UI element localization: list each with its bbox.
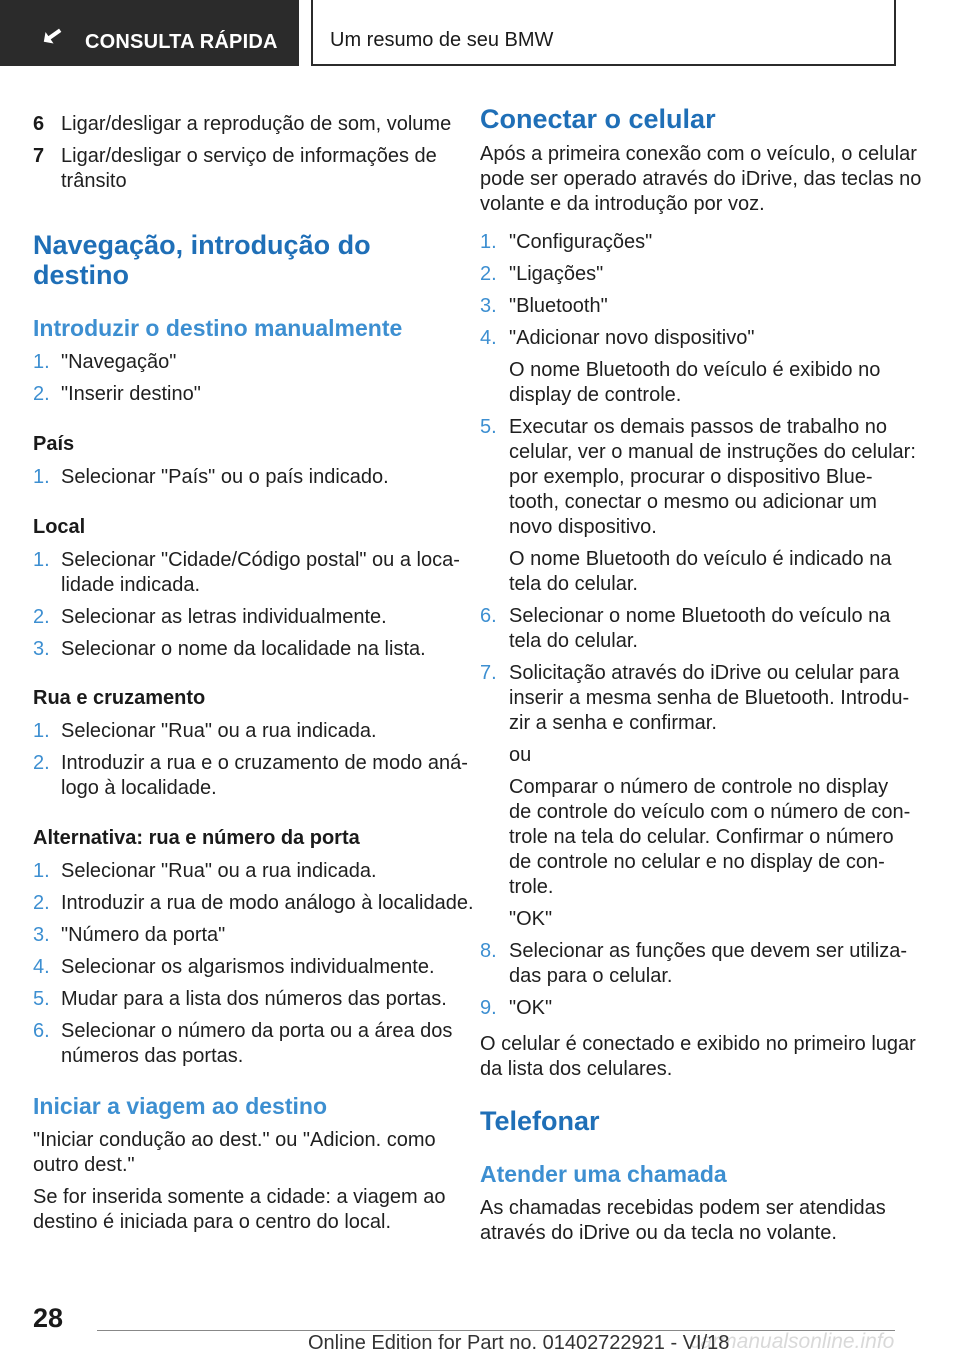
page-number: 28 [33, 1303, 64, 1333]
step-number: 2. [33, 892, 50, 914]
paragraph-text: outro dest." [33, 1154, 135, 1176]
step-text: de controle no celular e no display de con- [509, 851, 885, 873]
step-number: 9. [480, 997, 497, 1019]
section-heading: Conectar o celular [480, 104, 716, 134]
step-text: celular, ver o manual de instruções do celular: [509, 441, 916, 463]
paragraph-text: pode ser operado através do iDrive, das teclas no [480, 168, 922, 190]
step-text: de controle do veículo com o número de con- [509, 801, 911, 823]
paragraph-text: Se for inserida somente a cidade: a viagem ao [33, 1186, 446, 1208]
step-number: 8. [480, 940, 497, 962]
step-text: O nome Bluetooth do veículo é exibido no [509, 359, 881, 381]
step-text: Selecionar as letras individualmente. [61, 606, 387, 628]
step-text: Selecionar "Rua" ou a rua indicada. [61, 720, 377, 742]
list-item-text: trânsito [61, 170, 127, 192]
step-text: números das portas. [61, 1045, 244, 1067]
step-number: 6. [480, 605, 497, 627]
step-number: 2. [480, 263, 497, 285]
step-text: "Adicionar novo dispositivo" [509, 327, 755, 349]
step-text: Solicitação através do iDrive ou celular para [509, 662, 900, 684]
section-heading: Telefonar [480, 1106, 600, 1136]
step-number: 5. [33, 988, 50, 1010]
paragraph-text: As chamadas recebidas podem ser atendidas [480, 1197, 886, 1219]
step-text: Selecionar o número da porta ou a área dos [61, 1020, 453, 1042]
step-text: Executar os demais passos de trabalho no [509, 416, 887, 438]
list-item-text: Ligar/desligar a reprodução de som, volume [61, 113, 452, 135]
step-text: "Configurações" [509, 231, 653, 253]
step-text: "Ligações" [509, 263, 604, 285]
step-text: "Número da porta" [61, 924, 226, 946]
step-number: 1. [33, 466, 50, 488]
list-number: 7 [33, 145, 45, 167]
quick-reference-icon [40, 26, 64, 46]
step-text: Selecionar os algarismos individualmente. [61, 956, 435, 978]
page-header [0, 0, 960, 66]
step-text: por exemplo, procurar o dispositivo Blue- [509, 466, 873, 488]
step-number: 6. [33, 1020, 50, 1042]
quick-reference-tab[interactable] [0, 0, 299, 66]
paragraph-text: da lista dos celulares. [480, 1058, 673, 1080]
minor-heading: Rua e cruzamento [33, 687, 206, 709]
step-text: logo à localidade. [61, 777, 217, 799]
tab-label: CONSULTA RÁPIDA [85, 31, 278, 53]
step-number: 3. [33, 924, 50, 946]
paragraph-text: destino é iniciada para o centro do local. [33, 1211, 392, 1233]
section-heading: Navegação, introdução do [33, 230, 371, 260]
watermark: carmanualsonline.info [690, 1330, 895, 1353]
step-number: 1. [480, 231, 497, 253]
step-number: 1. [33, 860, 50, 882]
step-text: O nome Bluetooth do veículo é indicado na [509, 548, 892, 570]
step-text: Introduzir a rua e o cruzamento de modo aná- [61, 752, 468, 774]
step-text: Introduzir a rua de modo análogo à localidade. [61, 892, 474, 914]
step-text: tooth, conectar o mesmo ou adicionar um [509, 491, 877, 513]
step-text: Selecionar "País" ou o país indicado. [61, 466, 389, 488]
step-text: Mudar para a lista dos números das portas. [61, 988, 447, 1010]
step-text: Selecionar o nome Bluetooth do veículo na [509, 605, 891, 627]
step-number: 2. [33, 606, 50, 628]
paragraph-text: volante e da introdução por voz. [480, 193, 765, 215]
step-number: 5. [480, 416, 497, 438]
paragraph-text: O celular é conectado e exibido no primeiro lugar [480, 1033, 916, 1055]
step-text: "Navegação" [61, 351, 177, 373]
minor-heading: País [33, 433, 75, 455]
step-text: "Inserir destino" [61, 383, 201, 405]
step-text: Selecionar o nome da localidade na lista. [61, 638, 426, 660]
minor-heading: Local [33, 516, 86, 538]
minor-heading: Alternativa: rua e número da porta [33, 827, 360, 849]
step-text: ou [509, 744, 532, 766]
step-number: 2. [33, 383, 50, 405]
step-number: 3. [480, 295, 497, 317]
paragraph-text: Após a primeira conexão com o veículo, o celular [480, 143, 917, 165]
subsection-heading: Atender uma chamada [480, 1161, 727, 1187]
step-text: das para o celular. [509, 965, 673, 987]
list-number: 6 [33, 113, 45, 135]
step-number: 2. [33, 752, 50, 774]
paragraph-text: através do iDrive ou da tecla no volante. [480, 1222, 837, 1244]
step-text: "Bluetooth" [509, 295, 608, 317]
step-number: 4. [480, 327, 497, 349]
list-item-text: Ligar/desligar o serviço de informações de [61, 145, 437, 167]
step-text: Selecionar "Cidade/Código postal" ou a loca- [61, 549, 460, 571]
paragraph-text: "Iniciar condução ao dest." ou "Adicion. como [33, 1129, 436, 1151]
step-text: Selecionar "Rua" ou a rua indicada. [61, 860, 377, 882]
chapter-title-tab [311, 0, 896, 66]
step-text: novo dispositivo. [509, 516, 657, 538]
step-text: zir a senha e confirmar. [509, 712, 717, 734]
subsection-heading: Iniciar a viagem ao destino [33, 1093, 327, 1119]
step-text: inserir a mesma senha de Bluetooth. Introdu- [509, 687, 910, 709]
step-text: "OK" [509, 908, 553, 930]
step-text: "OK" [509, 997, 553, 1019]
step-text: Selecionar as funções que devem ser utiliza- [509, 940, 907, 962]
step-number: 1. [33, 549, 50, 571]
step-text: lidade indicada. [61, 574, 200, 596]
step-text: trole na tela do celular. Confirmar o número [509, 826, 894, 848]
step-text: display de controle. [509, 384, 682, 406]
chapter-title: Um resumo de seu BMW [330, 29, 554, 51]
step-number: 4. [33, 956, 50, 978]
step-text: trole. [509, 876, 554, 898]
step-text: tela do celular. [509, 630, 638, 652]
subsection-heading: Introduzir o destino manualmente [33, 315, 403, 341]
section-heading: destino [33, 260, 130, 290]
step-number: 1. [33, 720, 50, 742]
step-text: tela do celular. [509, 573, 638, 595]
step-number: 7. [480, 662, 497, 684]
edition-note: Online Edition for Part no. 01402722921 - VI/18 [308, 1332, 730, 1354]
step-number: 1. [33, 351, 50, 373]
step-number: 3. [33, 638, 50, 660]
step-text: Comparar o número de controle no display [509, 776, 889, 798]
